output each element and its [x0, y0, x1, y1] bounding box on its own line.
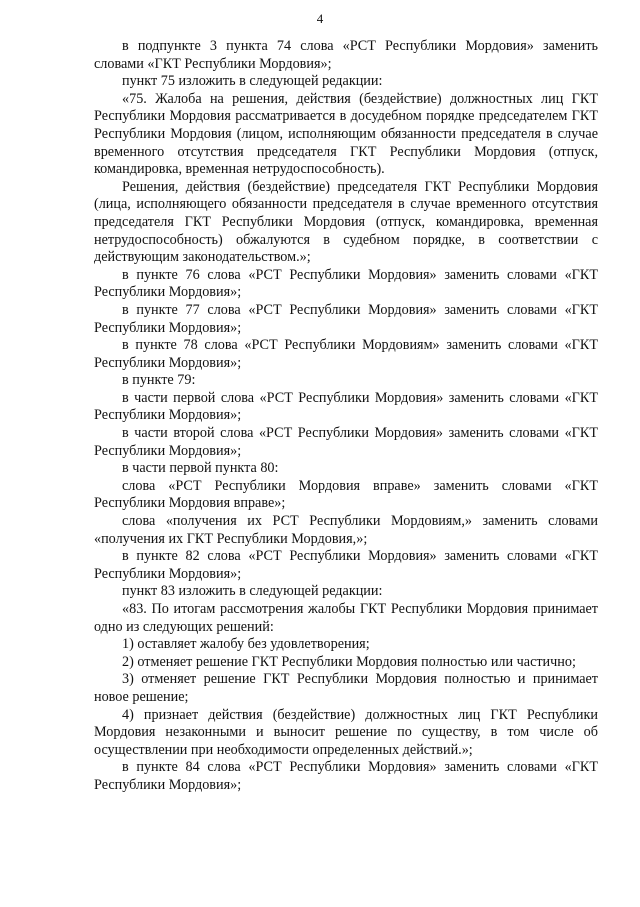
- paragraph: в подпункте 3 пункта 74 слова «РСТ Республики Мордовия» заменить словами «ГКТ Республики Мордовия»;: [94, 38, 598, 72]
- paragraph: пункт 83 изложить в следующей редакции:: [122, 583, 383, 600]
- paragraph: в пункте 82 слова «РСТ Республики Мордовия» заменить словами «ГКТ Республики Мордовия»;: [94, 548, 598, 582]
- paragraph: слова «получения их РСТ Республики Мордовиям,» заменить словами «получения их ГКТ Республики Мордовия,»;: [94, 513, 598, 547]
- paragraph: в пункте 78 слова «РСТ Республики Мордовиям» заменить словами «ГКТ Республики Мордовия»;: [94, 337, 598, 371]
- paragraph: в пункте 79:: [122, 372, 196, 389]
- paragraph: в пункте 84 слова «РСТ Республики Мордовия» заменить словами «ГКТ Республики Мордовия»;: [94, 759, 598, 793]
- paragraph: в пункте 76 слова «РСТ Республики Мордовия» заменить словами «ГКТ Республики Мордовия»;: [94, 266, 598, 301]
- paragraph: пункт 75 изложить в следующей редакции:: [122, 73, 383, 90]
- paragraph: 1) оставляет жалобу без удовлетворения;: [122, 636, 370, 653]
- paragraph: «83. По итогам рассмотрения жалобы ГКТ Республики Мордовия принимает одно из следующих решений:: [94, 601, 598, 635]
- document-body: [94, 38, 598, 795]
- paragraph: 3) отменяет решение ГКТ Республики Мордовия полностью и принимает новое решение;: [94, 671, 598, 705]
- paragraph: слова «РСТ Республики Мордовия вправе» заменить словами «ГКТ Республики Мордовия вправе»;: [94, 477, 598, 512]
- paragraph: в пункте 77 слова «РСТ Республики Мордовия» заменить словами «ГКТ Республики Мордовия»;: [94, 301, 598, 336]
- paragraph: в части первой слова «РСТ Республики Мордовия» заменить словами «ГКТ Республики Мордовия»;: [94, 389, 598, 424]
- paragraph: 2) отменяет решение ГКТ Республики Мордовия полностью или частично;: [122, 653, 576, 670]
- paragraph: Решения, действия (бездействие) председателя ГКТ Республики Мордовия (лица, исполняющего обязанности председателя в случае временного отсутствия председателя ГКТ Республики Мордовия (отпуск, командировка, временная нетрудоспособность) обжалуются в судебном порядке, в соответствии с действующим законодательством.»;: [94, 178, 598, 266]
- paragraph: в части второй слова «РСТ Республики Мордовия» заменить словами «ГКТ Республики Мордовия»;: [94, 425, 598, 459]
- paragraph: в части первой пункта 80:: [122, 460, 279, 477]
- paragraph: «75. Жалоба на решения, действия (бездействие) должностных лиц ГКТ Республики Мордовия рассматривается в досудебном порядке председателем ГКТ Республики Мордовия (лицом, исполняющим обязанности председателя в случае временного отсутствия председателя ГКТ Республики Мордовия (отпуск, командировка, временная нетрудоспособность).: [94, 90, 598, 178]
- paragraph: 4) признает действия (бездействие) должностных лиц ГКТ Республики Мордовия незаконными и выносит решение по существу, в том числе об осуществлении при необходимости определенных действий.»;: [94, 706, 598, 758]
- page-number: 4: [316, 11, 324, 26]
